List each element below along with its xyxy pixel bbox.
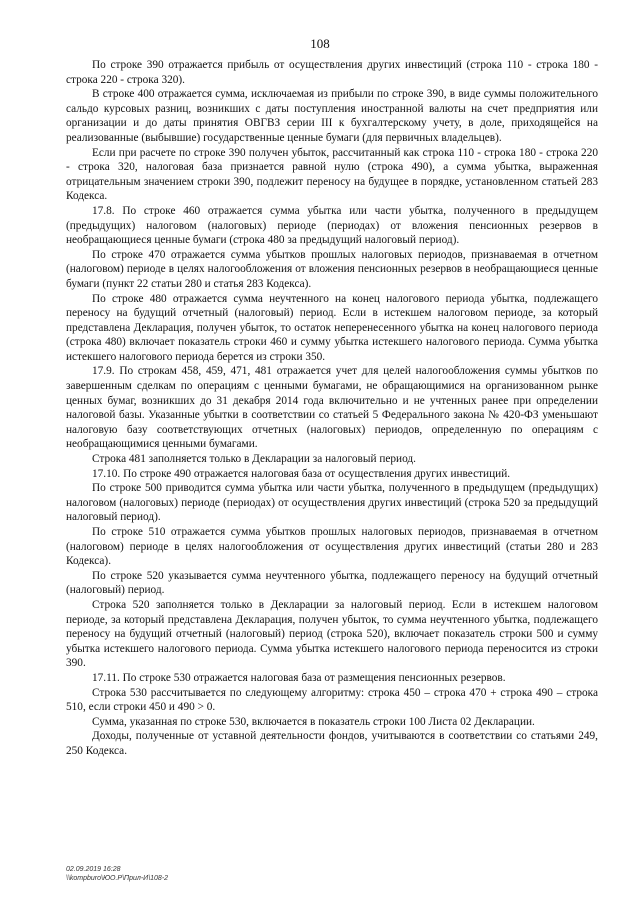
paragraph: 17.11. По строке 530 отражается налоговая база от размещения пенсионных резервов. <box>92 671 506 684</box>
paragraph: По строке 520 указывается сумма неучтенного убытка, подлежащего переносу на будущий отчетный (налоговый) период. <box>66 569 598 597</box>
paragraph: Если при расчете по строке 390 получен убыток, рассчитанный как строка 110 - строка 180 - строка 220 - строка 320, налоговая база признается равной нулю (строка 490), а сумма убытка, выраженная отрицательным значением строки 390, подлежит переносу на будущее в порядке, установленном статьей 283 Кодекса. <box>66 146 598 203</box>
paragraph: По строке 480 отражается сумма неучтенного на конец налогового периода убытка, подлежащего переносу на будущий отчетный (налоговый) период. Если в истекшем налоговом периоде, за который представлена Декларация, получен убыток, то остаток неперенесенного убытка на конец налогового периода (строка 480) включает показатель строки 460 и сумму убытка истекшего налогового периода. Сумма убытка истекшего налогового периода берется из строки 350. <box>66 292 598 363</box>
paragraph: По строке 470 отражается сумма убытков прошлых налоговых периодов, признаваемая в отчетном (налоговом) периоде в целях налогообложения от вложения пенсионных резервов в необращающиеся ценные бумаги (пункт 22 статьи 280 и статья 283 Кодекса). <box>66 248 598 290</box>
document-footer <box>66 865 168 883</box>
paragraph: Строка 520 заполняется только в Декларации за налоговый период. Если в истекшем налоговом периоде, за который представлена Декларация, получен убыток, то сумма неучтенного убытка, подлежащего переносу на будущий отчетный (налоговый) период (строка 520), включает показатель строки 500 и сумму убытка истекшего налогового периода. Сумма убытка истекшего налогового периода переносится из строки 390. <box>66 598 598 670</box>
paragraph: Доходы, полученные от уставной деятельности фондов, учитываются в соответствии со статьями 249, 250 Кодекса. <box>66 730 598 757</box>
paragraph: В строке 400 отражается сумма, исключаемая из прибыли по строке 390, в виде суммы положительного сальдо курсовых разниц, возникших с даты поступления иностранной валюты на счет предприятия или организации и до даты принятия ОВГВЗ серии III к бухгалтерскому учету, в доле, приходящейся на реализованные (выбывшие) государственные ценные бумаги (для первичных владельцев). <box>66 88 598 144</box>
paragraph: 17.9. По строкам 458, 459, 471, 481 отражается учет для целей налогообложения суммы убытков по завершенным сделкам по операциям с ценными бумагами, не обращающимися на организованном рынке ценных бумаг, возникших до 31 декабря 2014 года включительно и не учтенных ранее при определении налоговой базы. Указанные убытки в соответствии со статьей 5 Федерального закона № 420-ФЗ уменьшают налоговую базу соответствующих отчетных (налоговых) периодов, определенную по операциям с необращающимися ценными бумагами. <box>66 365 598 451</box>
paragraph: 17.10. По строке 490 отражается налоговая база от осуществления других инвестиций. <box>92 467 511 480</box>
paragraph: По строке 510 отражается сумма убытков прошлых налоговых периодов, признаваемая в отчетном (налоговом) периоде в целях налогообложения от осуществления других инвестиций (статьи 280 и 283 Кодекса). <box>66 526 598 568</box>
paragraph: Строка 481 заполняется только в Декларации за налоговый период. <box>92 453 416 466</box>
paragraph: По строке 390 отражается прибыль от осуществления других инвестиций (строка 110 - строка 180 - строка 220 - строка 320). <box>66 59 598 86</box>
paragraph: По строке 500 приводится сумма убытка или части убытка, полученного в предыдущем (предыдущих) налоговом (налоговых) периоде (периодах) от осуществления других инвестиций (строка 520 за предыдущий налоговый период). <box>66 482 598 524</box>
paragraph: Строка 530 рассчитывается по следующему алгоритму: строка 450 – строка 470 + строка 490 – строка 510, если строки 450 и 490 > 0. <box>66 686 598 714</box>
document-body <box>66 58 598 759</box>
paragraph: 17.8. По строке 460 отражается сумма убытка или части убытка, полученного в предыдущем (предыдущих) налоговом (налоговых) периоде (периодах) от вложения пенсионных резервов в необращающиеся ценные бумаги (строка 480 за предыдущий налоговый период). <box>66 204 598 247</box>
footer-file-path: \\kompburo\ЮО.Р\Прил-И\108-2 <box>66 875 169 882</box>
page-number: 108 <box>310 36 330 51</box>
footer-timestamp: 02.09.2019 16:28 <box>66 866 121 873</box>
paragraph: Сумма, указанная по строке 530, включается в показатель строки 100 Листа 02 Декларации. <box>92 715 535 728</box>
